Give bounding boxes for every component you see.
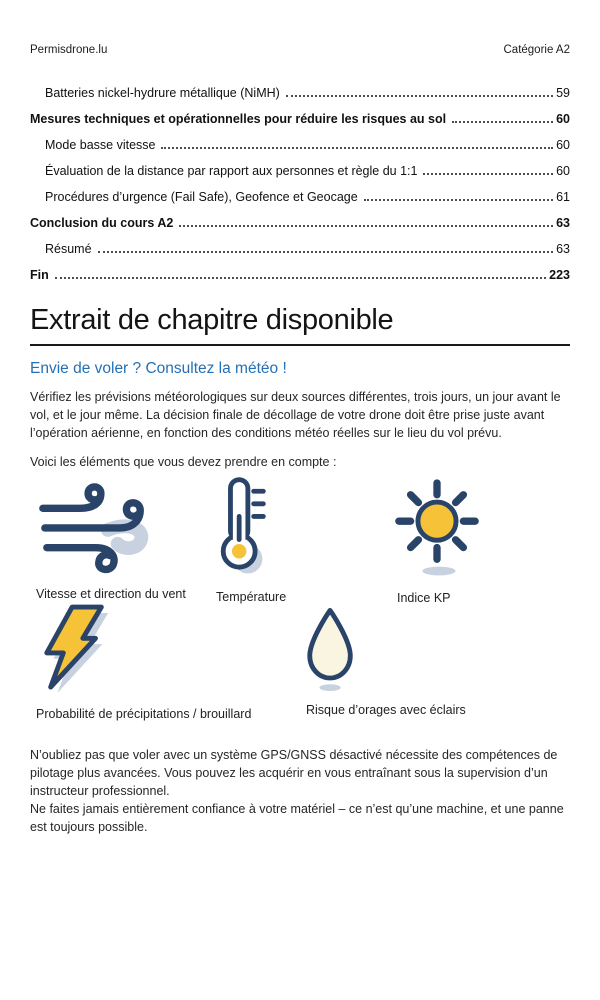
droplet-icon	[303, 606, 359, 694]
factor-label-precipitation: Probabilité de précipitations / brouillard	[36, 707, 252, 721]
toc-entry-label: Résumé	[45, 242, 92, 256]
toc-entry-label: Fin	[30, 268, 49, 282]
toc-page-number: 223	[549, 268, 570, 282]
toc-entry-label: Procédures d’urgence (Fail Safe), Geofence et Geocage	[45, 190, 358, 204]
dot-leader	[161, 147, 553, 149]
toc-page-number: 60	[556, 112, 570, 126]
toc-entry[interactable]	[30, 241, 570, 258]
toc-page-number: 59	[556, 86, 570, 100]
factor-label-wind: Vitesse et direction du vent	[36, 587, 186, 601]
dot-leader	[286, 95, 553, 97]
toc-entry[interactable]	[30, 215, 570, 232]
header-category: Catégorie A2	[503, 44, 570, 56]
factor-label-thunderstorm: Risque d’orages avec éclairs	[306, 703, 466, 717]
title-rule	[30, 344, 570, 346]
toc-page-number: 61	[556, 190, 570, 204]
wind-icon	[35, 478, 153, 576]
toc-entry[interactable]	[30, 137, 570, 154]
dot-leader	[179, 225, 553, 227]
toc-entry[interactable]	[30, 189, 570, 206]
sun-icon	[393, 478, 481, 578]
toc-entry-label: Évaluation de la distance par rapport aux personnes et règle du 1:1	[45, 164, 418, 178]
toc-entry-label: Batteries nickel-hydrure métallique (NiMH)	[45, 86, 280, 100]
toc-page-number: 63	[556, 242, 570, 256]
table-of-contents	[30, 85, 570, 284]
paragraph-weather-check: Vérifiez les prévisions météorologiques sur deux sources différentes, trois jours, un jour avant le vol, et le jour même. La décision finale de décollage de votre drone doit être prise juste avant l’opération aérienne, en fonction des conditions météo réelles sur le lieu du vol prévu.	[30, 390, 561, 440]
toc-page-number: 60	[556, 138, 570, 152]
section-subtitle: Envie de voler ? Consultez la météo !	[30, 360, 287, 377]
dot-leader	[364, 199, 553, 201]
toc-entry[interactable]	[30, 267, 570, 284]
toc-page-number: 60	[556, 164, 570, 178]
paragraph-trust-warning: Ne faites jamais entièrement confiance à votre matériel – ce n’est qu’une machine, et une panne est toujours possible.	[30, 802, 564, 834]
factor-label-temperature: Température	[216, 590, 287, 604]
dot-leader	[55, 277, 546, 279]
paragraph-factors-intro: Voici les éléments que vous devez prendre en compte :	[30, 455, 337, 469]
toc-entry[interactable]	[30, 163, 570, 180]
thermometer-icon	[215, 475, 273, 581]
paragraph-gps-warning: N’oubliez pas que voler avec un système GPS/GNSS désactivé nécessite des compétences de pilotage plus avancées. Vous pouvez les acquérir en vous entraînant sous la supervision d’un instructeur professionnel.	[30, 748, 558, 798]
toc-entry[interactable]	[30, 111, 570, 128]
dot-leader	[452, 121, 553, 123]
toc-entry-label: Mesures techniques et opérationnelles pour réduire les risques au sol	[30, 112, 447, 126]
page-header	[30, 43, 570, 57]
factor-label-kp-index: Indice KP	[397, 591, 451, 605]
dot-leader	[98, 251, 554, 253]
toc-entry[interactable]	[30, 85, 570, 102]
lightning-icon	[37, 604, 115, 696]
toc-entry-label: Conclusion du cours A2	[30, 216, 174, 230]
section-title: Extrait de chapitre disponible	[30, 304, 394, 336]
toc-page-number: 63	[556, 216, 570, 230]
header-site-name: Permisdrone.lu	[30, 44, 108, 56]
dot-leader	[423, 173, 553, 175]
toc-entry-label: Mode basse vitesse	[45, 138, 156, 152]
weather-factors-board	[30, 478, 570, 736]
